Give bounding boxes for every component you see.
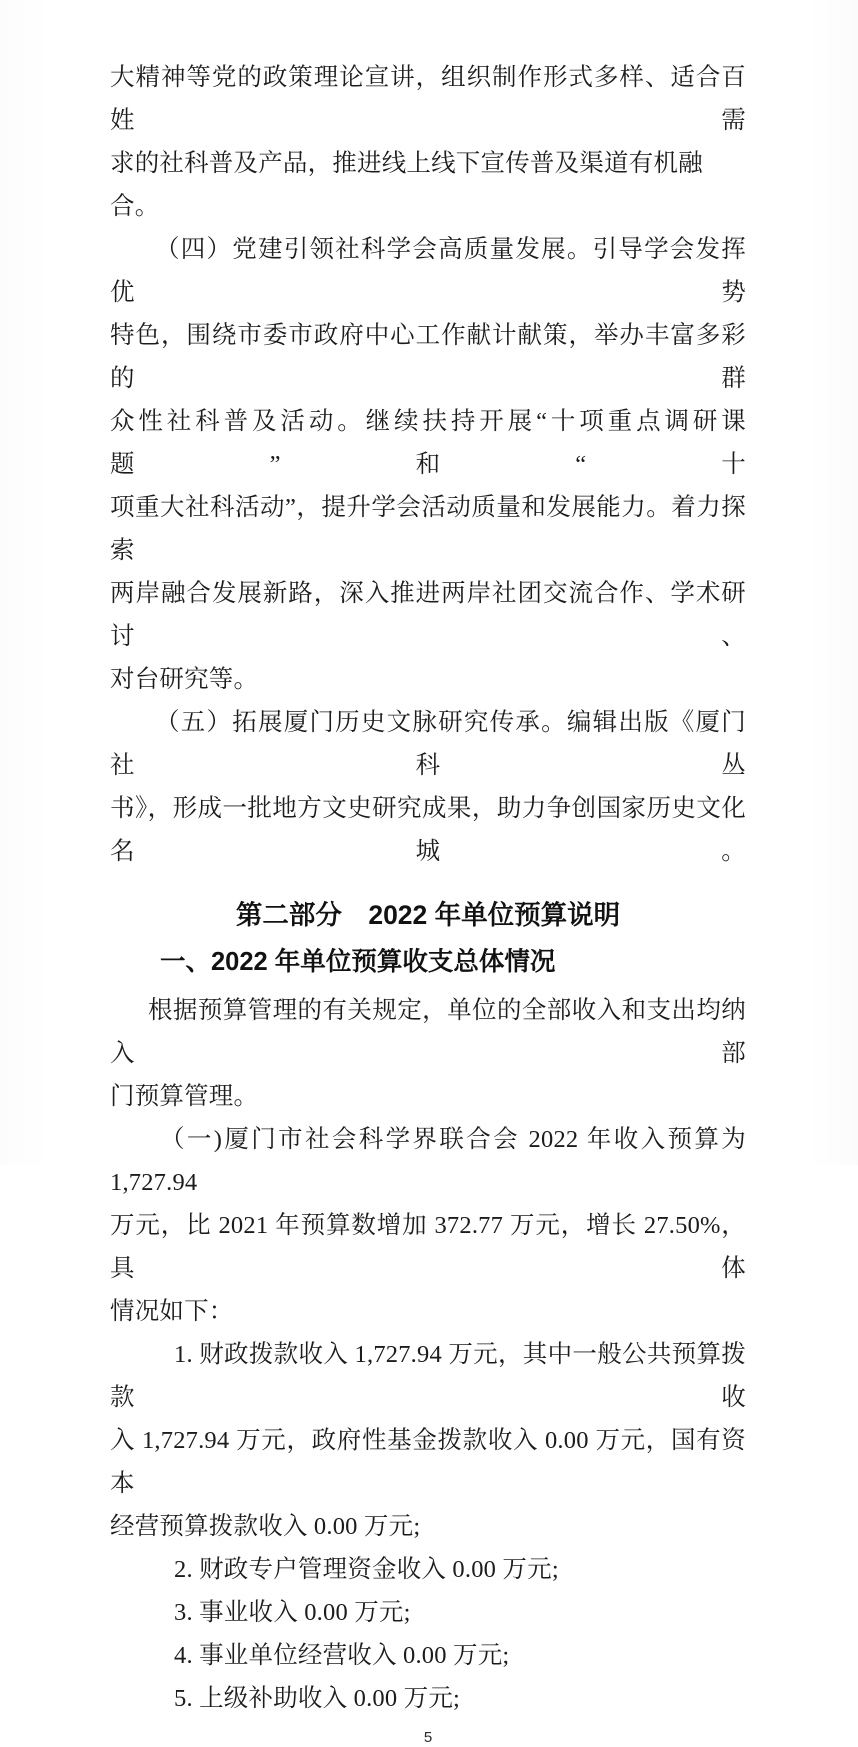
list-item-line: 3. 事业收入 0.00 万元; — [174, 1599, 411, 1626]
text-line: 万元，比 2021 年预算数增加 372.77 万元，增长 27.50%，具体 — [110, 1212, 746, 1282]
text-line: 根据预算管理的有关规定，单位的全部收入和支出均纳入部 — [110, 997, 746, 1067]
section-title: 第二部分 2022 年单位预算说明 — [235, 900, 621, 930]
text-line: 特色，围绕市委市政府中心工作献计献策，举办丰富多彩的群 — [110, 322, 746, 392]
text-line: 求的社科普及产品，推进线上线下宣传普及渠道有机融合。 — [110, 150, 703, 220]
text-line: 门预算管理。 — [110, 1083, 259, 1110]
list-item-line: 经营预算拨款收入 0.00 万元; — [110, 1513, 421, 1540]
text-line: （五）拓展厦门历史文脉研究传承。编辑出版《厦门社科丛 — [110, 709, 746, 779]
list-item-line: 5. 上级补助收入 0.00 万元; — [174, 1685, 461, 1712]
text-line: 两岸融合发展新路，深入推进两岸社团交流合作、学术研讨、 — [110, 580, 746, 650]
list-item-line: 2. 财政专户管理资金收入 0.00 万元; — [174, 1556, 559, 1583]
text-line: 情况如下： — [110, 1298, 234, 1325]
document-content — [110, 56, 746, 1747]
text-line: 项重大社科活动”，提升学会活动质量和发展能力。着力探索 — [110, 494, 746, 564]
list-item-line: 1. 财政拨款收入 1,727.94 万元，其中一般公共预算拨款收 — [110, 1341, 746, 1411]
list-item-line: 4. 事业单位经营收入 0.00 万元; — [174, 1642, 510, 1669]
text-line: 众性社科普及活动。继续扶持开展“十项重点调研课题”和“十 — [110, 408, 746, 478]
text-line: 书》，形成一批地方文史研究成果，助力争创国家历史文化名城。 — [110, 795, 746, 865]
list-item-line: 入 1,727.94 万元，政府性基金拨款收入 0.00 万元，国有资本 — [110, 1427, 746, 1497]
text-line: 大精神等党的政策理论宣讲，组织制作形式多样、适合百姓需 — [110, 64, 746, 134]
text-line: （一)厦门市社会科学界联合会 2022 年收入预算为 1,727.94 — [110, 1126, 746, 1196]
page-number: 5 — [423, 1729, 433, 1746]
text-line: （四）党建引领社科学会高质量发展。引导学会发挥优势 — [110, 236, 746, 306]
subsection-title: 一、2022 年单位预算收支总体情况 — [160, 948, 556, 976]
text-line: 对台研究等。 — [110, 666, 259, 693]
